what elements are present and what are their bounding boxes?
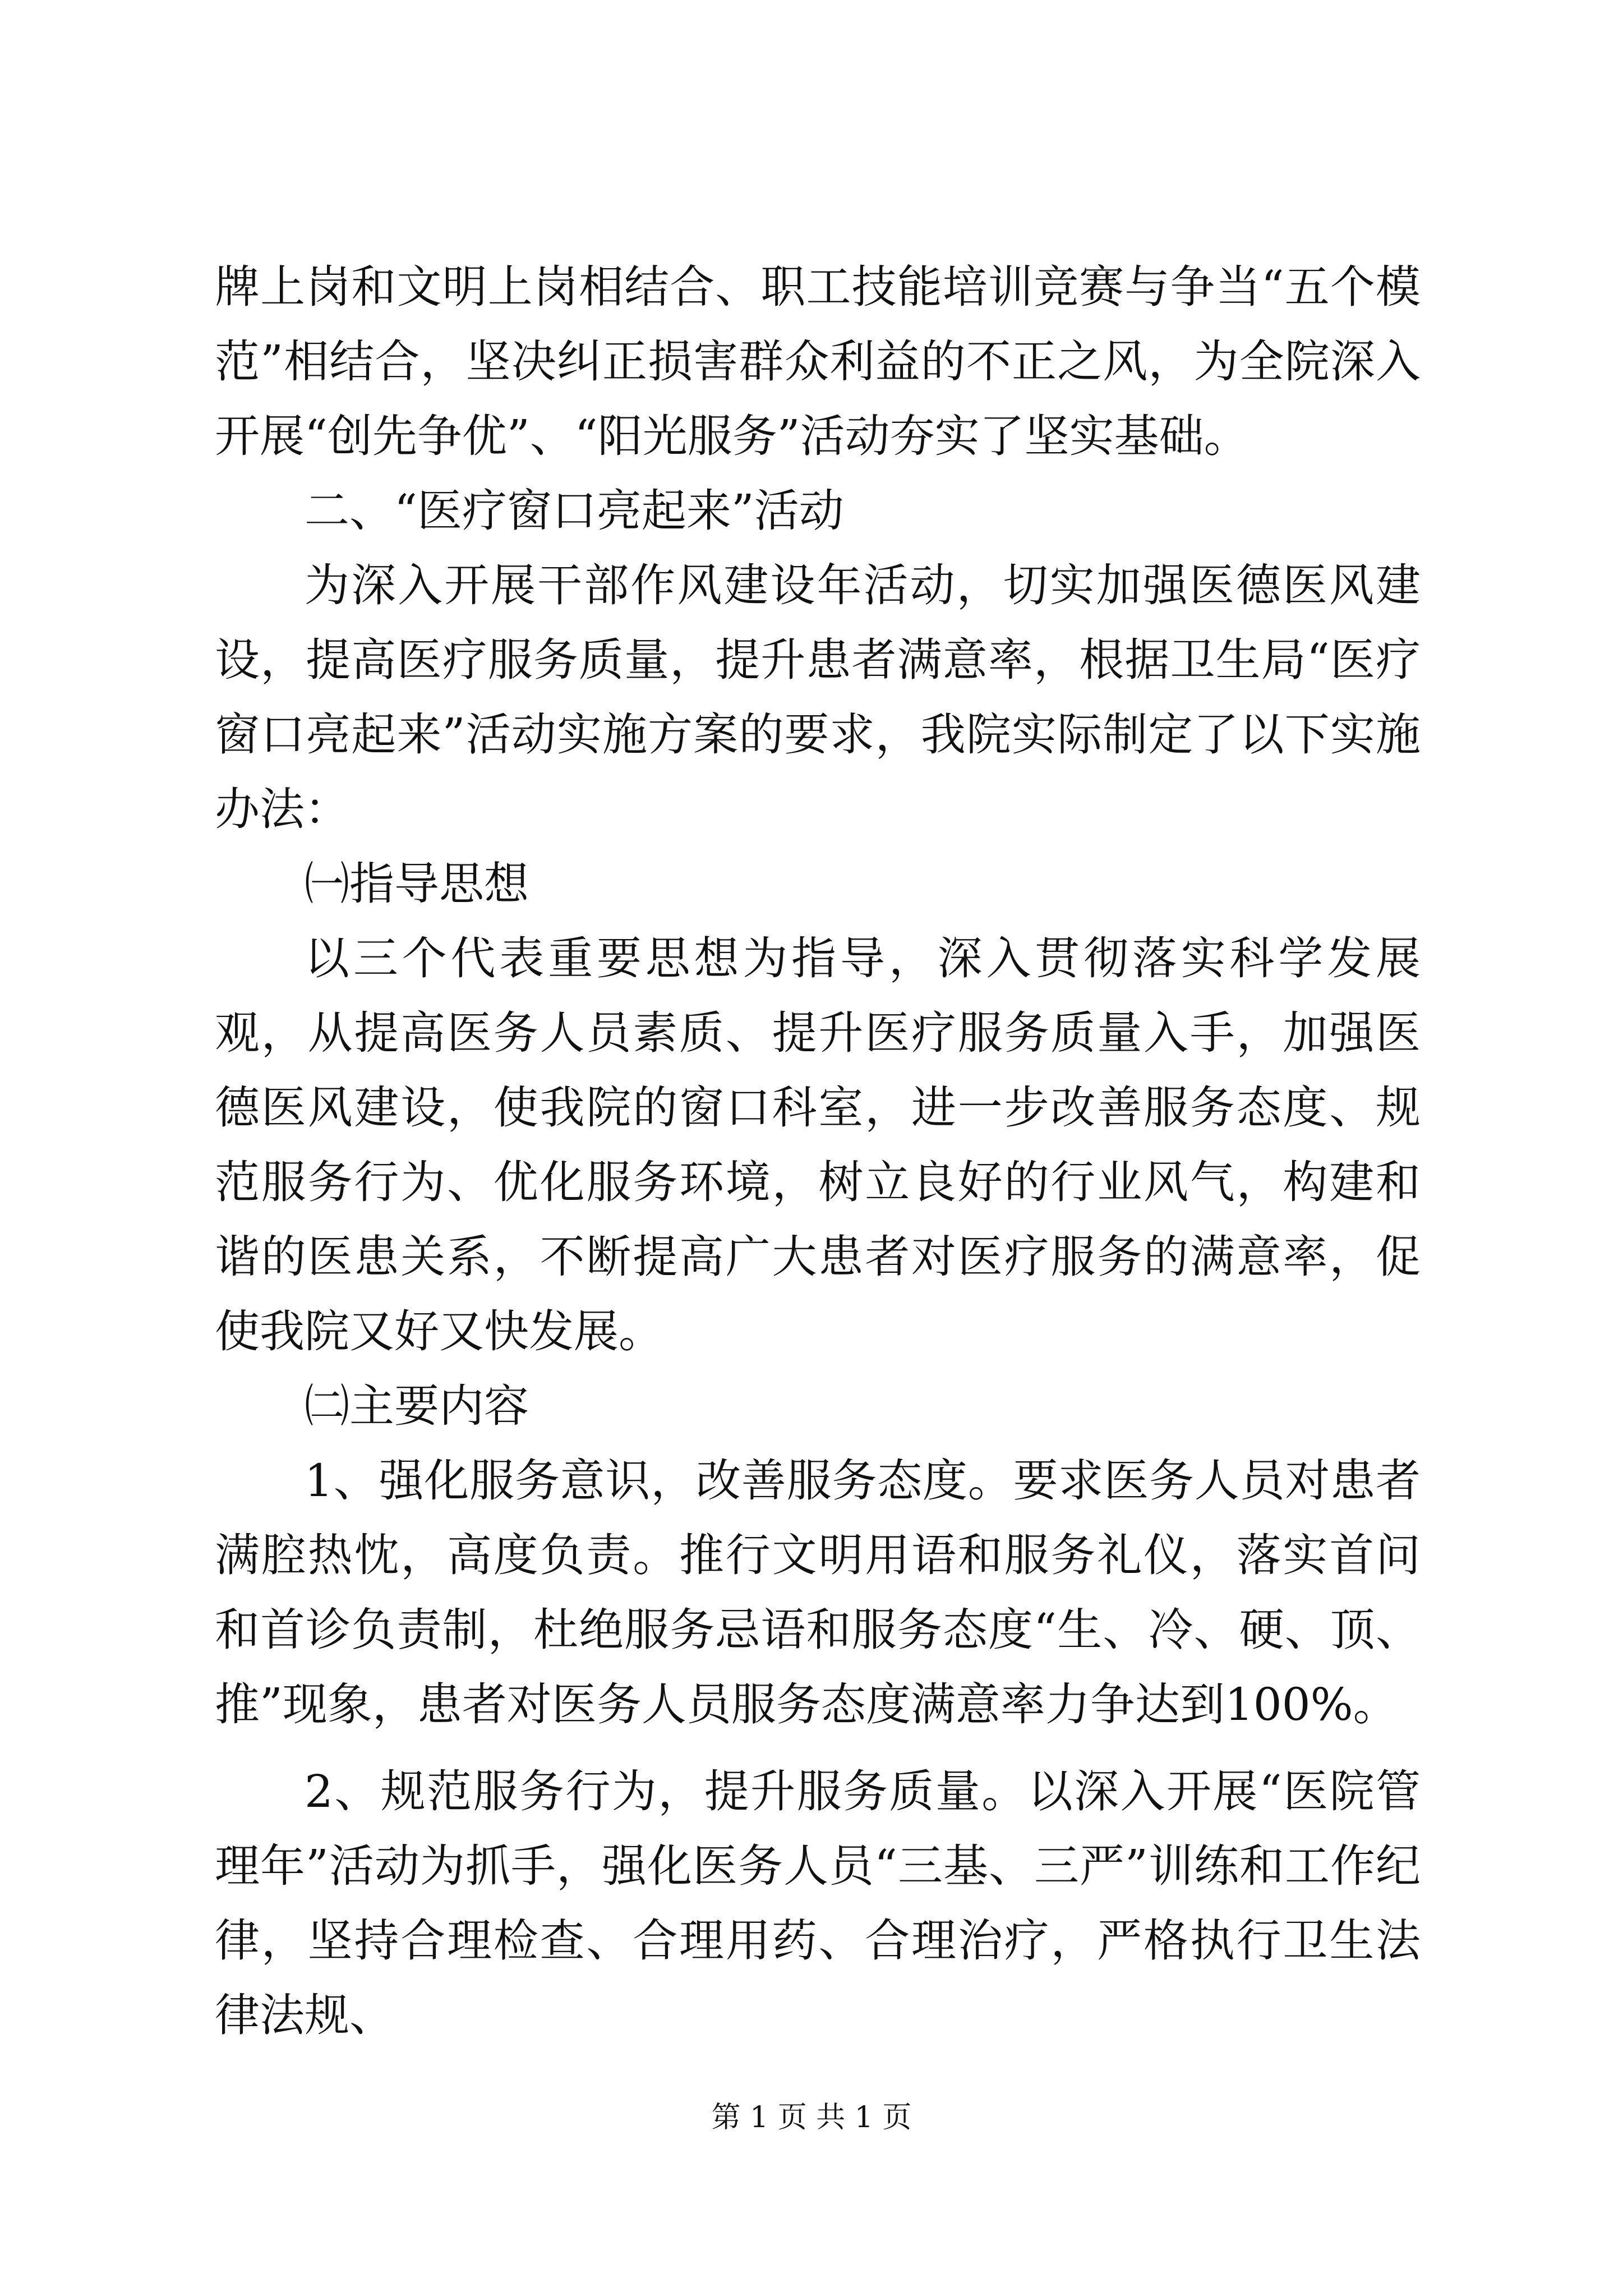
subsection-heading: ㈠指导思想	[305, 858, 529, 910]
list-item: 2、规范服务行为，提升服务质量。以深入开展“医院管理年”活动为抓手，强化医务人员“三基、三严”训练和工作纪律，坚持合理检查、合理用药、合理治疗，严格执行卫生法律法规、	[215, 1765, 1421, 2041]
paragraph-continuation: 牌上岗和文明上岗相结合、职工技能培训竞赛与争当“五个模范”相结合，坚决纠正损害群众利益的不正之风，为全院深入开展“创先争优”、“阳光服务”活动夯实了坚实基础。	[215, 261, 1421, 462]
subsection-heading: ㈡主要内容	[305, 1380, 529, 1432]
paragraph: 为深入开展干部作风建设年活动，切实加强医德医风建设，提高医疗服务质量，提升患者满意率，根据卫生局“医疗窗口亮起来”活动实施方案的要求，我院实际制定了以下实施办法：	[215, 559, 1421, 835]
list-item: 1、强化服务意识，改善服务态度。要求医务人员对患者满腔热忱，高度负责。推行文明用语和服务礼仪，落实首问和首诊负责制，杜绝服务忌语和服务态度“生、冷、硬、顶、推”现象，患者对医务人员服务态度满意率力争达到100%。	[215, 1455, 1421, 1731]
paragraph: 以三个代表重要思想为指导，深入贯彻落实科学发展观，从提高医务人员素质、提升医疗服务质量入手，加强医德医风建设，使我院的窗口科室，进一步改善服务态度、规范服务行为、优化服务环境，树立良好的行业风气，构建和谐的医患关系，不断提高广大患者对医疗服务的满意率，促使我院又好又快发展。	[215, 932, 1421, 1358]
section-heading: 二、“医疗窗口亮起来”活动	[305, 485, 844, 537]
page-footer: 第 1 页 共 1 页	[711, 2101, 912, 2134]
document-body	[215, 250, 1421, 2053]
